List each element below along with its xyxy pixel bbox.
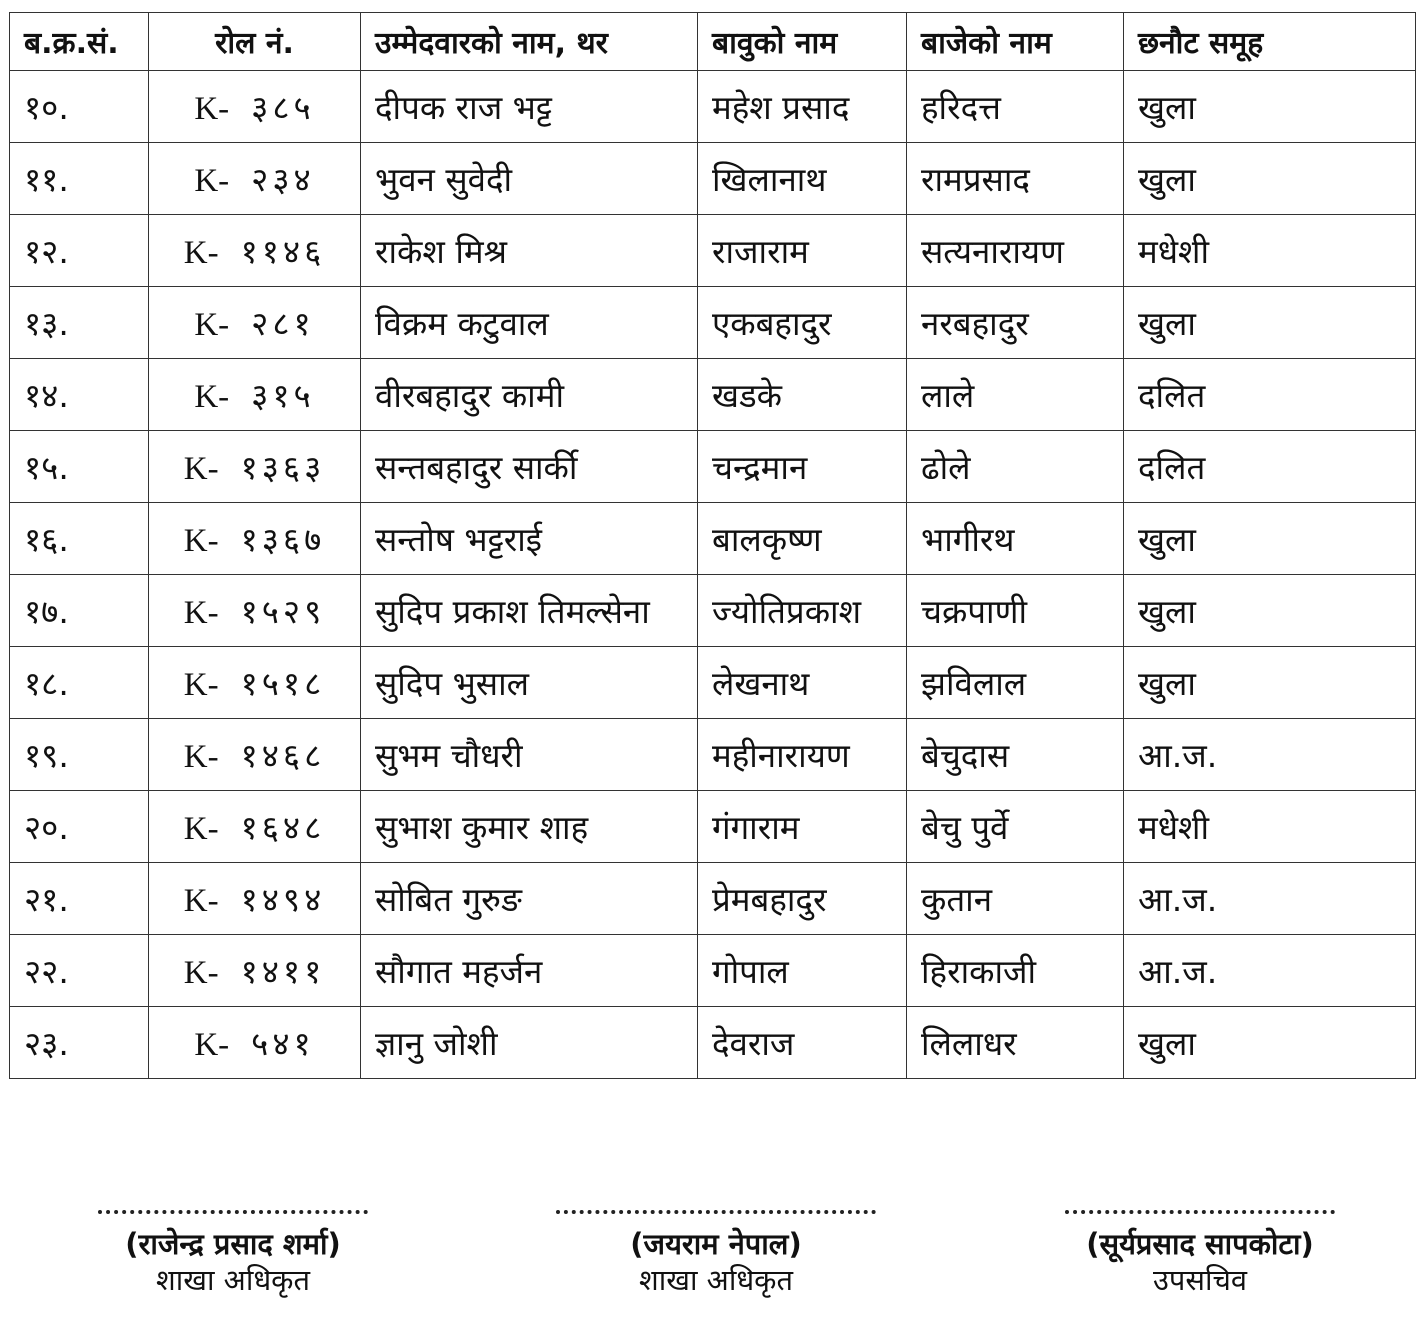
selection-group-cell: आ.ज. — [1124, 935, 1416, 1007]
roll-cell — [149, 503, 361, 575]
grandfather-name-cell: बेचु पुर्वे — [907, 791, 1124, 863]
candidate-name-cell: वीरबहादुर कामी — [361, 359, 698, 431]
table-row — [10, 935, 1416, 1007]
signature-2 — [556, 1200, 876, 1298]
roll-prefix: K- — [183, 883, 219, 919]
grandfather-name-cell: झविलाल — [907, 647, 1124, 719]
signatory-title: उपसचिव — [1152, 1263, 1248, 1297]
signature-3 — [1062, 1200, 1338, 1298]
father-name-cell: देवराज — [698, 1007, 907, 1079]
table-row — [10, 143, 1416, 215]
roll-prefix: K- — [183, 235, 219, 271]
grandfather-name-cell: हिराकाजी — [907, 935, 1124, 1007]
roll-cell — [149, 143, 361, 215]
header-row — [10, 13, 1416, 71]
roll-prefix: K- — [183, 451, 219, 487]
selection-group-cell: मधेशी — [1124, 215, 1416, 287]
serial-cell: १४. — [10, 359, 149, 431]
header-candidate-name: उम्मेदवारको नाम, थर — [361, 13, 698, 71]
table-row — [10, 287, 1416, 359]
candidate-name-cell: सौगात महर्जन — [361, 935, 698, 1007]
selection-group-cell: खुला — [1124, 1007, 1416, 1079]
serial-cell: १२. — [10, 215, 149, 287]
roll-number: १४६८ — [240, 736, 326, 775]
grandfather-name-cell: ढोले — [907, 431, 1124, 503]
signature-line — [98, 1200, 368, 1214]
serial-cell: १७. — [10, 575, 149, 647]
table-header — [10, 13, 1416, 71]
candidate-name-cell: राकेश मिश्र — [361, 215, 698, 287]
candidate-name-cell: विक्रम कटुवाल — [361, 287, 698, 359]
father-name-cell: एकबहादुर — [698, 287, 907, 359]
table-row — [10, 647, 1416, 719]
signature-1 — [98, 1200, 368, 1298]
roll-cell — [149, 791, 361, 863]
serial-cell: ११. — [10, 143, 149, 215]
roll-prefix: K- — [194, 91, 230, 127]
roll-prefix: K- — [183, 595, 219, 631]
table-row — [10, 503, 1416, 575]
serial-cell: १९. — [10, 719, 149, 791]
roll-prefix: K- — [194, 163, 230, 199]
roll-prefix: K- — [194, 307, 230, 343]
roll-cell — [149, 359, 361, 431]
table-body — [10, 71, 1416, 1079]
table-row — [10, 71, 1416, 143]
serial-cell: २०. — [10, 791, 149, 863]
father-name-cell: गंगाराम — [698, 791, 907, 863]
candidate-name-cell: सुदिप प्रकाश तिमल्सेना — [361, 575, 698, 647]
father-name-cell: चन्द्रमान — [698, 431, 907, 503]
serial-cell: २२. — [10, 935, 149, 1007]
serial-cell: १५. — [10, 431, 149, 503]
candidate-name-cell: ज्ञानु जोशी — [361, 1007, 698, 1079]
roll-cell — [149, 1007, 361, 1079]
roll-prefix: K- — [183, 811, 219, 847]
header-grandfather-name: बाजेको नाम — [907, 13, 1124, 71]
roll-cell — [149, 575, 361, 647]
selection-group-cell: आ.ज. — [1124, 719, 1416, 791]
roll-cell — [149, 647, 361, 719]
selection-group-cell: दलित — [1124, 359, 1416, 431]
candidate-name-cell: सन्तोष भट्टराई — [361, 503, 698, 575]
father-name-cell: राजाराम — [698, 215, 907, 287]
roll-number: ३८५ — [251, 88, 315, 127]
signatory-name: (सूर्यप्रसाद सापकोटा) — [1086, 1227, 1314, 1261]
roll-cell — [149, 215, 361, 287]
grandfather-name-cell: कुतान — [907, 863, 1124, 935]
selection-group-cell: मधेशी — [1124, 791, 1416, 863]
roll-number: २८१ — [251, 304, 315, 343]
roll-number: १४९४ — [240, 880, 326, 919]
roll-number: १३६७ — [240, 520, 326, 559]
grandfather-name-cell: बेचुदास — [907, 719, 1124, 791]
table-row — [10, 1007, 1416, 1079]
roll-cell — [149, 431, 361, 503]
roll-cell — [149, 287, 361, 359]
table-row — [10, 719, 1416, 791]
signature-line — [556, 1200, 876, 1214]
roll-number: १५२९ — [240, 592, 326, 631]
table-row — [10, 215, 1416, 287]
table-row — [10, 863, 1416, 935]
candidate-name-cell: दीपक राज भट्ट — [361, 71, 698, 143]
selection-group-cell: दलित — [1124, 431, 1416, 503]
signature-line — [1065, 1200, 1335, 1214]
father-name-cell: महेश प्रसाद — [698, 71, 907, 143]
table-row — [10, 359, 1416, 431]
serial-cell: १०. — [10, 71, 149, 143]
selection-group-cell: खुला — [1124, 71, 1416, 143]
serial-cell: २३. — [10, 1007, 149, 1079]
serial-cell: २१. — [10, 863, 149, 935]
signatory-title: शाखा अधिकृत — [156, 1263, 310, 1297]
roll-number: १३६३ — [240, 448, 326, 487]
candidate-name-cell: सन्तबहादुर सार्की — [361, 431, 698, 503]
roll-cell — [149, 719, 361, 791]
selection-group-cell: खुला — [1124, 143, 1416, 215]
grandfather-name-cell: नरबहादुर — [907, 287, 1124, 359]
header-serial: ब.क्र.सं. — [10, 13, 149, 71]
roll-number: १४११ — [240, 952, 326, 991]
grandfather-name-cell: लाले — [907, 359, 1124, 431]
header-roll: रोल नं. — [149, 13, 361, 71]
roll-number: २३४ — [251, 160, 315, 199]
father-name-cell: ज्योतिप्रकाश — [698, 575, 907, 647]
header-selection-group: छनौट समूह — [1124, 13, 1416, 71]
roll-number: १५१८ — [240, 664, 326, 703]
selection-group-cell: खुला — [1124, 287, 1416, 359]
roll-prefix: K- — [183, 667, 219, 703]
roll-cell — [149, 863, 361, 935]
roll-number: ३१५ — [251, 376, 315, 415]
grandfather-name-cell: लिलाधर — [907, 1007, 1124, 1079]
roll-prefix: K- — [183, 523, 219, 559]
roll-prefix: K- — [183, 739, 219, 775]
roll-cell — [149, 71, 361, 143]
table-row — [10, 791, 1416, 863]
roll-cell — [149, 935, 361, 1007]
table-row — [10, 575, 1416, 647]
father-name-cell: प्रेमबहादुर — [698, 863, 907, 935]
table-row — [10, 431, 1416, 503]
roll-number: ५४१ — [251, 1024, 315, 1063]
selection-group-cell: खुला — [1124, 647, 1416, 719]
roll-number: १६४८ — [240, 808, 326, 847]
results-table — [9, 12, 1416, 1079]
signature-block — [0, 1200, 1428, 1320]
candidate-name-cell: भुवन सुवेदी — [361, 143, 698, 215]
header-father-name: बावुको नाम — [698, 13, 907, 71]
father-name-cell: बालकृष्ण — [698, 503, 907, 575]
serial-cell: १६. — [10, 503, 149, 575]
grandfather-name-cell: रामप्रसाद — [907, 143, 1124, 215]
roll-prefix: K- — [183, 955, 219, 991]
selection-group-cell: खुला — [1124, 503, 1416, 575]
signatory-name: (राजेन्द्र प्रसाद शर्मा) — [125, 1227, 341, 1261]
signatory-name: (जयराम नेपाल) — [630, 1227, 802, 1261]
grandfather-name-cell: हरिदत्त — [907, 71, 1124, 143]
candidate-name-cell: सुदिप भुसाल — [361, 647, 698, 719]
father-name-cell: खिलानाथ — [698, 143, 907, 215]
roll-prefix: K- — [194, 1027, 230, 1063]
signatory-title: शाखा अधिकृत — [639, 1263, 793, 1297]
candidate-name-cell: सुभम चौधरी — [361, 719, 698, 791]
selection-group-cell: आ.ज. — [1124, 863, 1416, 935]
serial-cell: १३. — [10, 287, 149, 359]
father-name-cell: लेखनाथ — [698, 647, 907, 719]
serial-cell: १८. — [10, 647, 149, 719]
candidate-name-cell: सुभाश कुमार शाह — [361, 791, 698, 863]
grandfather-name-cell: सत्यनारायण — [907, 215, 1124, 287]
roll-number: ११४६ — [240, 232, 326, 271]
candidate-name-cell: सोबित गुरुङ — [361, 863, 698, 935]
father-name-cell: महीनारायण — [698, 719, 907, 791]
selection-group-cell: खुला — [1124, 575, 1416, 647]
grandfather-name-cell: भागीरथ — [907, 503, 1124, 575]
father-name-cell: खडके — [698, 359, 907, 431]
father-name-cell: गोपाल — [698, 935, 907, 1007]
grandfather-name-cell: चक्रपाणी — [907, 575, 1124, 647]
roll-prefix: K- — [194, 379, 230, 415]
